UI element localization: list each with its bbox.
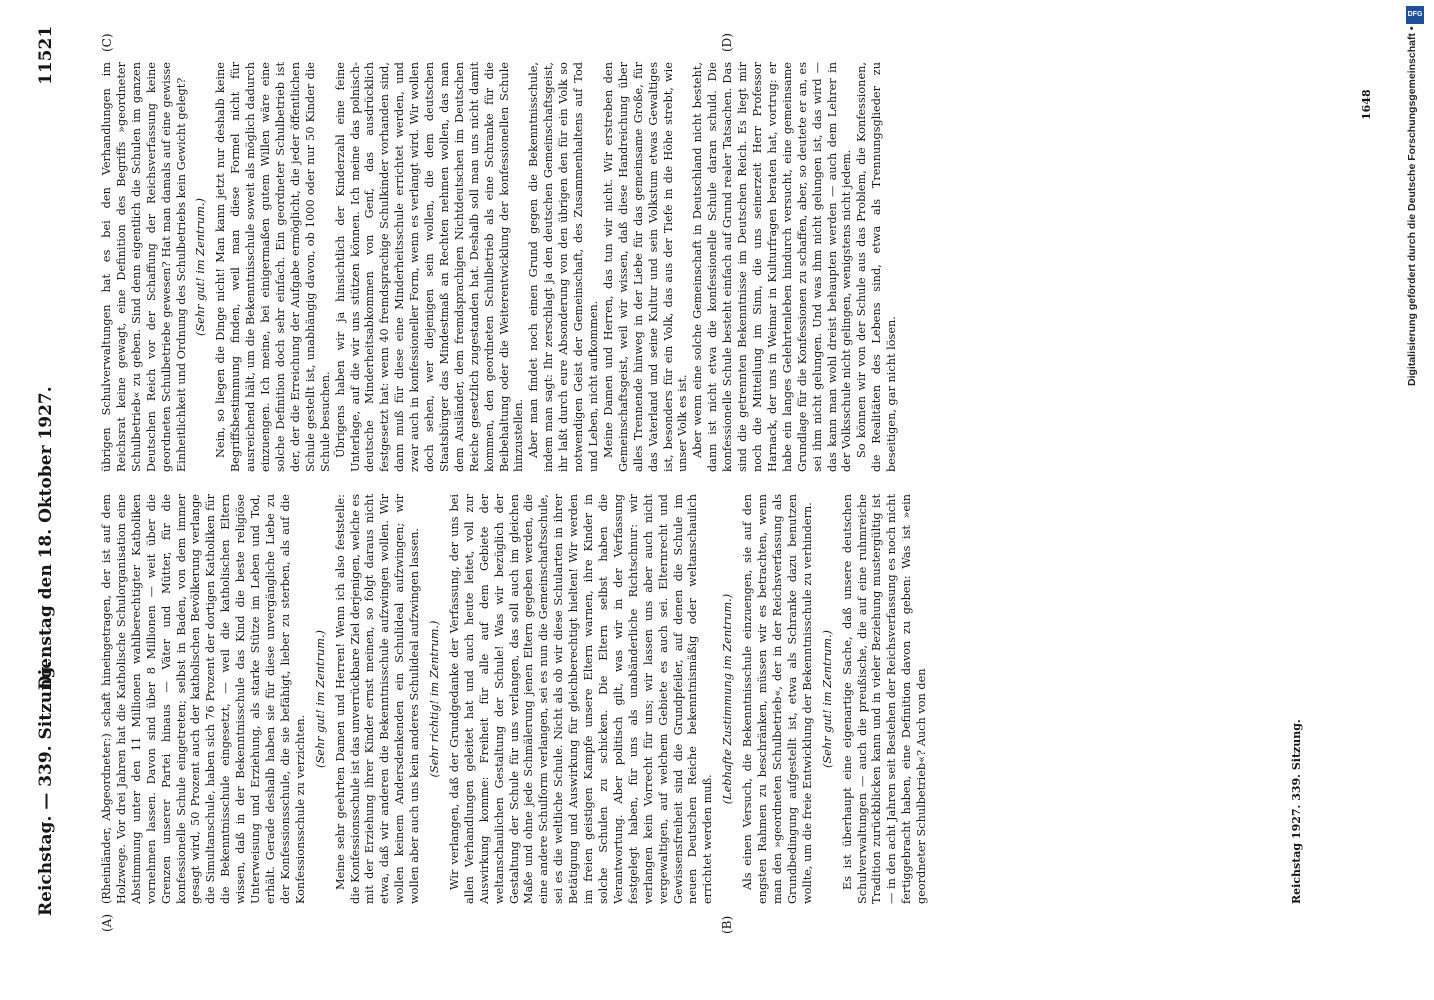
margin-marker-a: (A) xyxy=(100,913,114,932)
paragraph: Aber man findet noch einen Grund gegen die Bekenntnisschule, indem man sagt: Ihr zerschlagt ja den deutschen Gemeinschaftsgeist, ihr laßt durch eure Absonderung von den übrigen den für ein Volk so notwendigen Geist der Gemeinschaft, des Zusammenhaltens auf Tod und Leben, nicht aufkommen. xyxy=(527,62,600,472)
paragraph: Übrigens haben wir ja hinsichtlich der Kinderzahl eine feine Unterlage, auf die wir uns stützen können. Ich meine das polnisch-deutsche Minderheitsabkommen von Genf, das ausdrücklich festgesetzt hat: wenn 40 fremdsprachige Schulkinder vorhanden sind, dann muß für diese eine Minderheitsschule errichtet werden, und zwar auch in konfessioneller Form, wenn es verlangt wird. Wir wollen doch sehen, wer diejenigen sein wollen, die dem deutschen Staatsbürger das Mindestmaß an Rechten nehmen wollen, das man dem Ausländer, dem fremdsprachigen Nichtdeutschen im Deutschen Reiche gesetzlich zugestanden hat. Deshalb soll man uns nicht damit kommen, den geordneten Schulbetrieb als eine Schranke für die Beibehaltung oder die Weiterentwicklung der konfessionellen Schule hinzustellen. xyxy=(333,62,526,472)
interjection: (Sehr gut! im Zentrum.) xyxy=(194,198,208,336)
paragraph: Aber wenn eine solche Gemeinschaft in Deutschland nicht besteht, dann ist nicht etwa die konfessionelle Schule daran schuld. Die konfessionelle Schule besteht einfach auf Grund realer Tatsachen. Das sind die getrennten Bekenntnisse im Deutschen Reich. Es liegt mir noch die Mitteilung im Sinn, die uns seinerzeit Herr Professor Harnack, der uns in Weimar in Kulturfragen beraten hat, vortrug: er habe ein langes Gelehrtenleben hindurch versucht, eine gemeinsame Grundlage für die Konfessionen zu schaffen, aber, so deutete er an, es sei ihm nicht gelungen. Und was ihm nicht gelungen ist, das wird — das kann man wohl dreist behaupten werden — auch dem Lehrer in der Volksschule nicht gelingen, wenigstens nicht jedem. xyxy=(691,62,854,472)
margin-marker-d: (D) xyxy=(720,33,734,52)
margin-marker-b: (B) xyxy=(720,915,734,934)
paragraph: übrigen Schulverwaltungen hat es bei den Verhandlungen im Reichsrat keine gewagt, eine Definition des Begriffs »geordneter Schulbetrieb« zu geben. Sind denn eigentlich die Schulen im ganzen Deutschen Reich vor der Schaffung der Reichsverfassung keine geordneten Schulbetriebe gewesen? Hat man damals auf eine gewisse Einheitlichkeit und Ordnung des Schulbetriebs kein Gewicht gelegt? xyxy=(100,62,188,472)
paragraph: Wir verlangen, daß der Grundgedanke der Verfassung, der uns bei allen Verhandlungen geleitet hat und auch heute leitet, voll zur Auswirkung komme: Freiheit für alle auf dem Gebiete der weltanschaulichen Gestaltung der Schule! Was wir bezüglich der Gestaltung der Schule für uns verlangen, das soll auch im gleichen Maße und ohne jede Schmälerung jenen Eltern gegeben werden, die eine andere Schulform verlangen, sei es nun die Gemeinschaftsschule, sei es die weltliche Schule. Nicht als ob wir diese Schularten in ihrer Betätigung und Auswirkung für gleichberechtigt hielten! Wir werden im freien geistigen Kampfe unsere Eltern warnen, ihre Kinder in solche Schulen zu schicken. Die Eltern selbst haben die Verantwortung. Aber politisch gilt, was wir in der Verfassung festgelegt haben, für uns als unabänderliche Richtschnur: wir verlangen kein Vorrecht für uns; wir lassen uns aber auch nicht vergewaltigen, auf welchem Gebiete es auch sei. Elternrecht und Gewissensfreiheit sind die Grundpfeiler, auf denen die Schule im neuen Deutschen Reiche bekenntnismäßig oder weltanschaulich errichtet werden muß. xyxy=(447,494,715,904)
running-head-left: Reichstag. — 339. Sitzung. xyxy=(36,660,56,916)
footer-sheet-number: 1648 xyxy=(1360,89,1373,120)
paragraph: Als einen Versuch, die Bekenntnisschule einzuengen, sie auf den engsten Rahmen zu beschränken, müssen wir es betrachten, wenn man den »geordneten Schulbetrieb«, der in der Reichsverfassung als Grundbedingung aufgestellt ist, etwa als Schranke dazu benutzen wollte, um die freie Entwicklung der Bekenntnisschule zu verhindern. xyxy=(741,494,814,904)
footer-signature: Reichstag 1927. 339. Sitzung. xyxy=(1290,719,1303,904)
funding-note xyxy=(1406,6,1424,526)
dfg-logo-text: DFG xyxy=(1407,11,1423,18)
right-column xyxy=(100,62,1000,472)
interjection: (Sehr gut! im Zentrum.) xyxy=(820,630,834,768)
funding-text: Digitalisierung gefördert durch die Deutsche Forschungsgemeinschaft • xyxy=(1406,26,1418,386)
running-head-date: Dienstag den 18. Oktober 1927. xyxy=(36,386,56,690)
paragraph: Es ist überhaupt eine eigenartige Sache, daß unsere deutschen Schulverwaltungen — auch die preußische, die auf eine ruhmreiche Tradition zurückblicken kann und in vieler Beziehung mustergültig ist — in den acht Jahren seit Bestehen der Reichsverfassung es noch nicht fertiggebracht haben, eine Definition davon zu geben: Was ist »ein geordneter Schulbetrieb«? Auch von den xyxy=(840,494,929,904)
page-number: 11521 xyxy=(36,25,56,85)
paragraph: Meine Damen und Herren, das tun wir nicht. Wir erstreben den Gemeinschaftsgeist, weil wir wissen, daß diese Handreichung über alles Trennende hinweg in der Liebe für das gemeinsame Große, für das Vaterland und seine Kultur und sein Volkstum etwas Gewaltiges ist, besonders für ein Volk, das aus der Tiefe in die Höhe strebt, wie unser Volk es ist. xyxy=(601,62,690,472)
dfg-logo-icon xyxy=(1406,6,1424,24)
paragraph: (Rheinländer, Abgeordneter:) schaft hineingetragen, der ist auf dem Holzwege. Vor drei Jahren hat die Katholische Schulorganisation eine Abstimmung unter den 11 Millionen wahlberechtigter Katholiken vornehmen lassen. Davon sind über 8 Millionen — weit über die Grenzen unserer Partei hinaus — Väter und Mütter, für die konfessionelle Schule eingetreten; selbst in Baden, von dem immer gesagt wird, 50 Prozent auch der katholischen Bevölkerung verlange die Simultanschule, haben sich 76 Prozent der dortigen Katholiken für die Bekenntnisschule eingesetzt, — weil die katholischen Eltern wissen, daß in der Bekenntnisschule das Kind die beste religiöse Unterweisung und Erziehung, als starke Stütze im Leben und Tod, erhält. Gerade deshalb haben sie für diese unvergängliche Liebe zu der Konfessionsschule, die sie befähigt, lieber zu sterben, als auf die Konfessionsschule zu verzichten. xyxy=(100,494,307,904)
interjection: (Sehr gut! im Zentrum.) xyxy=(313,630,327,768)
paragraph: Nein, so liegen die Dinge nicht! Man kann jetzt nur deshalb keine Begriffsbestimmung finden, weil man diese Formel nicht für ausreichend hält, um die Bekenntnisschule soweit als möglich dadurch einzuengen. Ich meine, bei einigermaßen gutem Willen wäre eine solche Definition doch sehr einfach. Ein geordneter Schulbetrieb ist der, der die Erreichung der Aufgabe ermöglicht, die jeder öffentlichen Schule gestellt ist, unabhängig davon, ob 1000 oder nur 50 Kinder die Schule besuchen. xyxy=(214,62,332,472)
paragraph: So können wir von der Schule aus das Problem, die Konfessionen, die Realitäten des Lebens sind, etwa als Trennungsglieder zu beseitigen, gar nicht lösen. xyxy=(855,62,899,472)
interjection: (Sehr richtig! im Zentrum.) xyxy=(428,620,442,778)
paragraph: Meine sehr geehrten Damen und Herren! Wenn ich also feststelle: die Konfessionsschule ist das unverrückbare Ziel derjenigen, welche es mit der Erziehung ihrer Kinder ernst meinen, so folgt daraus nicht etwa, daß wir anderen die Bekenntnisschule aufzwingen wollen. Wir wollen keinem Andersdenkenden ein Schulideal aufzwingen; wir wollen aber auch uns kein anderes Schulideal aufzwingen lassen. xyxy=(333,494,422,904)
interjection: (Lebhafte Zustimmung im Zentrum.) xyxy=(721,593,735,805)
left-column xyxy=(100,494,960,904)
margin-marker-c: (C) xyxy=(100,33,114,52)
